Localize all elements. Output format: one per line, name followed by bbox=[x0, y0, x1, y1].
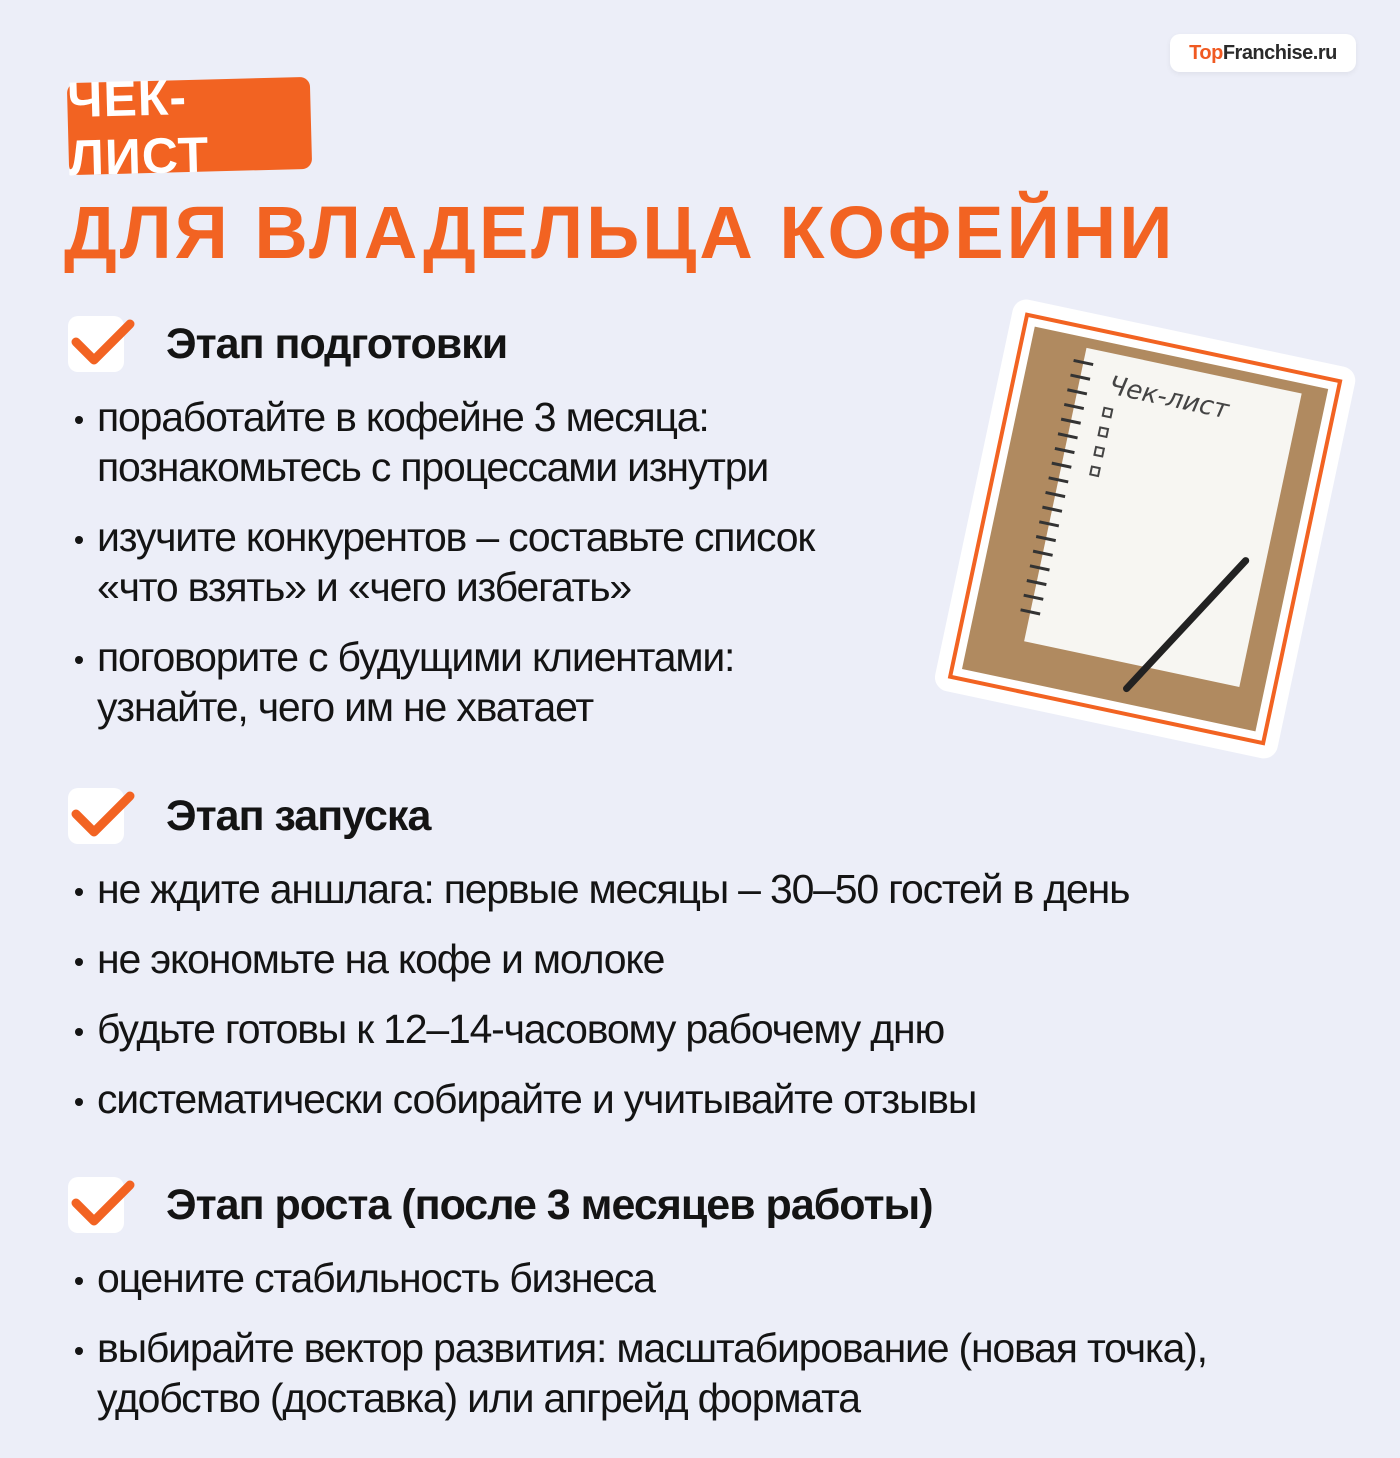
list-item: будьте готовы к 12–14-часовому рабочему дню bbox=[68, 1004, 1129, 1054]
list-item: не экономьте на кофе и молоке bbox=[68, 934, 1129, 984]
section-launch bbox=[68, 788, 1129, 1124]
list-item: оцените стабильность бизнеса bbox=[68, 1253, 1297, 1303]
section-heading: Этап подготовки bbox=[166, 319, 508, 368]
checkmark-icon bbox=[68, 1177, 124, 1233]
list-item: поговорите с будущими клиентами: узнайте, чего им не хватает bbox=[68, 632, 817, 732]
checkmark-icon bbox=[68, 316, 124, 372]
list-item: изучите конкурентов – составьте список «что взять» и «чего избегать» bbox=[68, 512, 897, 612]
section-heading: Этап роста (после 3 месяцев работы) bbox=[166, 1180, 933, 1229]
list-item: выбирайте вектор развития: масштабирование (новая точка), удобство (доставка) или апгрейд формата bbox=[68, 1323, 1297, 1423]
checkmark-icon bbox=[68, 788, 124, 844]
list-item: не ждите аншлага: первые месяцы – 30–50 гостей в день bbox=[68, 864, 1129, 914]
notebook-text: Чек-лист bbox=[1106, 370, 1232, 426]
section-growth bbox=[68, 1177, 1297, 1423]
page-title: ДЛЯ ВЛАДЕЛЬЦА КОФЕЙНИ bbox=[64, 191, 1176, 274]
list-item: систематически собирайте и учитывайте отзывы bbox=[68, 1074, 1129, 1124]
list-item: поработайте в кофейне 3 месяца: познакомьтесь с процессами изнутри bbox=[68, 392, 797, 492]
checklist-badge: ЧЕК-ЛИСТ bbox=[67, 77, 312, 175]
section-preparation bbox=[68, 316, 897, 732]
topfranchise-logo: Top Franchise.ru bbox=[1170, 34, 1356, 72]
notebook-illustration bbox=[930, 290, 1380, 770]
section-heading: Этап запуска bbox=[166, 791, 431, 840]
